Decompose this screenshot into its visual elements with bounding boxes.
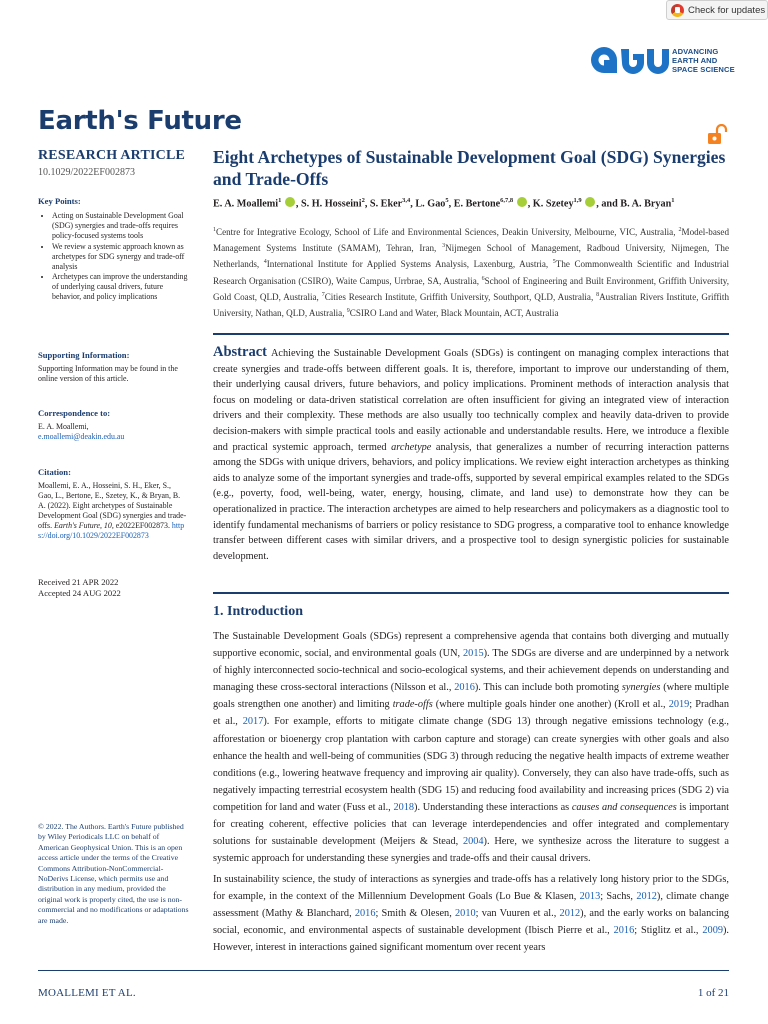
body-text-run: ), and the early works on balancing social, economic, and environmental aspects of sustainable development (Ibisch Pierre et al., bbox=[213, 908, 730, 937]
footer-page-number: 1 of 21 bbox=[697, 987, 729, 999]
body-text-run: ). Here, we synthesize across the literature to suggest a systemic approach for understanding these synergies and trade-offs and their causal drivers. bbox=[213, 836, 730, 865]
section-heading: 1. Introduction bbox=[213, 604, 303, 619]
citation-doi-link[interactable]: https://doi.org/10.1029/2022EF002873 bbox=[38, 520, 185, 540]
intro-paragraph bbox=[213, 871, 729, 956]
author-separator: , bbox=[527, 198, 533, 210]
body-text-run: ; Smith & Olesen, bbox=[375, 908, 456, 920]
supporting-information bbox=[38, 350, 188, 384]
emphasis: synergies bbox=[621, 682, 661, 694]
reference-link[interactable]: 2004 bbox=[462, 836, 484, 848]
received-date: Received 21 APR 2022 bbox=[38, 577, 119, 587]
author-separator: , bbox=[295, 198, 301, 210]
reference-link[interactable]: 2016 bbox=[613, 925, 635, 937]
reference-link[interactable]: 2009 bbox=[702, 925, 723, 937]
abstract bbox=[213, 345, 729, 564]
affiliations bbox=[213, 223, 729, 320]
body-text-run: ). The SDGs are diverse and are underpinned by a network of highly interconnected socio-technical and socio-ecological systems, and their achievement depends on understanding and managing these cross-sectoral interactions (Nilsson et al., bbox=[213, 648, 729, 694]
correspondence-name: E. A. Moallemi, bbox=[38, 422, 89, 431]
citation-body: Moallemi, E. A., Hosseini, S. H., Eker, S., Gao, L., Bertone, E., Szetey, K., & Bryan, B. A. (2022). Eight archetypes of Sustainable Development Goal (SDG) synergies and trade-offs. bbox=[38, 481, 187, 530]
correspondence-email-link[interactable]: e.moallemi@deakin.edu.au bbox=[38, 431, 125, 441]
reference-link[interactable]: 2018 bbox=[393, 801, 415, 813]
author-separator: , bbox=[410, 198, 416, 210]
author-name: E. A. Moallemi bbox=[213, 198, 279, 210]
emphasis: trade-offs bbox=[392, 699, 433, 711]
agu-tagline bbox=[672, 47, 735, 74]
author-affiliation-marker: 1,9 bbox=[573, 197, 582, 204]
accepted-date: Accepted 24 AUG 2022 bbox=[38, 588, 121, 598]
affiliation-text: Centre for Integrative Ecology, School of Life and Environmental Sciences, Deakin University, Melbourne, VIC, Australia, bbox=[216, 227, 679, 238]
footer-rule bbox=[38, 970, 729, 971]
agu-tagline-line: EARTH AND bbox=[672, 55, 718, 65]
body-text-run: (where multiple goals hinder one another) (Kroll et al., bbox=[432, 699, 669, 711]
affiliation-text: Nijmegen School of Management, Radboud University, Nijmegen, The Netherlands, bbox=[213, 243, 729, 270]
agu-tagline-line: ADVANCING bbox=[672, 46, 719, 56]
body-text-run: In sustainability science, the study of interactions as synergies and trade-offs has a relatively long history prior to the SDGs, for example, in the context of the Millennium Development Goals (Lo Bue & Klasen, bbox=[213, 874, 729, 903]
paper-title: Eight Archetypes of Sustainable Development Goal (SDG) Synergies and Trade-Offs bbox=[213, 147, 726, 189]
body-text-run: is important for creating coherent, effective policies that can leverage interdependencies and offer integrated and complementary solutions for sustainable development (Meijers & Stead, bbox=[213, 801, 729, 848]
agu-tagline-line: SPACE SCIENCE bbox=[672, 64, 735, 74]
author-name: K. Szetey bbox=[532, 198, 574, 210]
citation-text bbox=[38, 481, 188, 540]
crossmark-icon bbox=[671, 4, 684, 17]
reference-link[interactable]: 2012 bbox=[636, 891, 657, 903]
copyright-notice: © 2022. The Authors. Earth's Future published by Wiley Periodicals LLC on behalf of American Geophysical Union. This is an open access article under the terms of the Creative Commons Attribution-NonCommercial-NoDerivs License, which permits use and distribution in any medium, provided the original work is properly cited, the use is non-commercial and no modifications or adaptations are made. bbox=[38, 822, 189, 925]
key-points-heading: Key Points: bbox=[38, 196, 81, 206]
affiliation-marker: 2 bbox=[678, 227, 682, 233]
orcid-icon[interactable] bbox=[285, 197, 295, 207]
body-text-run: The Sustainable Development Goals (SDGs) represent a comprehensive agenda that contains both diverging and mutually supportive economic, social, and environmental goals (UN, bbox=[213, 631, 729, 660]
agu-logo bbox=[591, 45, 735, 75]
footer-running-head: MOALLEMI ET AL. bbox=[38, 987, 136, 999]
abstract-top-rule bbox=[213, 333, 729, 335]
citation-journal: Earth's Future, 10, bbox=[54, 520, 114, 530]
body-text-run: ; Sachs, bbox=[600, 891, 637, 903]
citation-heading: Citation: bbox=[38, 467, 71, 477]
body-text-run: ; Pradhan et al., bbox=[213, 699, 729, 728]
author-affiliation-marker: 2 bbox=[361, 197, 365, 204]
reference-link[interactable]: 2017 bbox=[242, 716, 264, 728]
abstract-emphasis: archetype bbox=[391, 441, 432, 453]
reference-link[interactable]: 2016 bbox=[454, 682, 475, 694]
key-points-list bbox=[38, 211, 188, 302]
affiliation-marker: 3 bbox=[442, 243, 446, 250]
orcid-icon[interactable] bbox=[585, 197, 595, 207]
citation-article-id: e2022EF002873. bbox=[115, 520, 170, 530]
emphasis: causes and consequences bbox=[571, 801, 677, 813]
affiliation-text: Cities Research Institute, Griffith University, Southport, QLD, Australia, bbox=[324, 291, 597, 302]
author-affiliation-marker: 3,4 bbox=[402, 197, 411, 204]
intro-paragraph bbox=[213, 628, 729, 867]
correspondence bbox=[38, 408, 188, 442]
key-point-item: • Acting on Sustainable Development Goal (SDG) synergies and trade-offs requires policy-focused systems tools bbox=[52, 211, 188, 241]
body-text-run: (where multiple goals strengthen one another) and limiting bbox=[213, 682, 729, 711]
reference-link[interactable]: 2013 bbox=[579, 891, 601, 903]
supporting-text: Supporting Information may be found in the online version of this article. bbox=[38, 364, 178, 383]
agu-mark-icon bbox=[591, 45, 669, 75]
affiliation-text: Model-based Management Systems Institute (SAMAM), Tehran, Iran, bbox=[213, 227, 729, 254]
reference-link[interactable]: 2012 bbox=[559, 908, 581, 920]
affiliation-marker: 9 bbox=[346, 308, 350, 315]
affiliation-marker: 8 bbox=[596, 291, 600, 298]
affiliation-text: CSIRO Land and Water, Black Mountain, ACT, Australia bbox=[349, 308, 559, 319]
reference-link[interactable]: 2019 bbox=[668, 699, 690, 711]
author-name: B. A. Bryan bbox=[620, 198, 672, 210]
key-point-item: • We review a systemic approach known as archetypes for SDG synergy and trade-off analysis bbox=[52, 242, 188, 272]
author-name: E. Bertone bbox=[453, 198, 501, 210]
body-text-run: ). Understanding these interactions as bbox=[414, 801, 572, 813]
body-text-run: ), climate change assessment (Mathy & Blanchard, bbox=[213, 891, 729, 920]
abstract-text: Achieving the Sustainable Development Goals (SDGs) is contingent on managing complex interactions that create synergies and trade-offs between different goals. It is, therefore, important to improve our understanding of them, their underlying causal drivers, future behaviors, and policy implications. Prominent methods of interaction analysis that focus on modeling or data-driven statistical correlation are often insufficient for giving an integrated view of interaction drivers and their complexity. These methods are also usually too technically complex and heavily data-driven to provide decision-makers with simple practical tools and easily actionable and understandable results. Here, we introduce a flexible and practical systemic approach, termed bbox=[213, 348, 729, 453]
article-dates bbox=[38, 577, 188, 599]
affiliation-text: Australian Rivers Institute, Griffith University, Nathan, QLD, Australia, bbox=[213, 291, 729, 319]
author-separator: , bbox=[448, 198, 454, 210]
article-doi: 10.1029/2022EF002873 bbox=[38, 167, 135, 178]
abstract-bottom-rule bbox=[213, 592, 729, 594]
author-separator: , and bbox=[596, 198, 621, 210]
author-affiliation-marker: 1 bbox=[671, 197, 675, 204]
affiliation-marker: 7 bbox=[321, 291, 325, 298]
affiliation-text: International Institute for Applied Systems Analysis, Laxenburg, Austria, bbox=[266, 259, 553, 270]
affiliation-marker: 1 bbox=[213, 227, 216, 233]
author-name: S. H. Hosseini bbox=[300, 198, 362, 210]
journal-title: Earth's Future bbox=[38, 106, 242, 136]
reference-link[interactable]: 2016 bbox=[354, 908, 376, 920]
affiliation-text: School of Engineering and Built Environment, Griffith University, Gold Coast, QLD, Australia, bbox=[213, 275, 729, 302]
affiliation-marker: 5 bbox=[552, 259, 556, 266]
citation bbox=[38, 467, 188, 540]
orcid-icon[interactable] bbox=[517, 197, 527, 207]
body-text-run: ). For example, efforts to mitigate climate change (SDG 13) through negative emissions technology (e.g., afforestation or bioenergy crop plantation with carbon capture and storage) can create synergies with other goals and also enhance the health and well-being of communities (SDG 3) through reducing the negative health impacts of extreme weather conditions (e.g., lowering heatwave frequency and improving air quality). Conversely, they can also have trade-offs, such as negatively impacting terrestrial ecosystem health (SDG 15) and reducing food availability and increasing prices (SDG 2) via competition for land and water (Fuss et al., bbox=[213, 716, 729, 813]
check-for-updates-button[interactable] bbox=[666, 0, 768, 20]
abstract-text: analysis, that generalizes a number of recurring interaction patterns among the SDGs with unique drivers, behaviors, and policy implications. We review eight interaction archetypes as thinking aids to analyze some of the important synergies and trade-offs, supported by several empirical examples related to the SDGs (e.g., poverty, food, well-being, water, energy, housing, climate, and land use) to demonstrate how they can be operationalized in practice. The interaction archetypes are aimed to help researchers and policymakers as a diagnostic tool to identify fundamental mechanisms of barriers or policy resistance to SDG progress, a comparative tool to enhance knowledge transfer between different cases with similar drivers, and a prospective tool to design synergistic policies for sustainable development. bbox=[213, 441, 730, 562]
body-text-run: ; van Vuuren et al., bbox=[475, 908, 560, 920]
body-text-run: ). This can include both promoting bbox=[474, 682, 622, 694]
author-name: S. Eker bbox=[369, 198, 403, 210]
title-block bbox=[213, 146, 729, 190]
body-text-run: ). However, interest in interactions gained significant momentum over recent years bbox=[213, 925, 729, 954]
open-access-lock-icon bbox=[705, 124, 729, 146]
reference-link[interactable]: 2010 bbox=[455, 908, 476, 920]
affiliation-marker: 4 bbox=[263, 259, 267, 266]
reference-link[interactable]: 2015 bbox=[463, 648, 484, 660]
affiliation-marker: 6 bbox=[481, 275, 485, 282]
article-type: RESEARCH ARTICLE bbox=[38, 148, 186, 163]
check-for-updates-label: Check for updates bbox=[688, 4, 766, 16]
body-text-run: ; Stiglitz et al., bbox=[634, 925, 703, 937]
key-point-item: • Archetypes can improve the understanding of underlying causal drivers, future behavior, and policy implications bbox=[52, 272, 188, 302]
article-meta bbox=[38, 148, 188, 178]
abstract-label: Abstract bbox=[213, 344, 267, 360]
author-affiliation-marker: 6,7,8 bbox=[500, 197, 514, 204]
author-affiliation-marker: 5 bbox=[445, 197, 449, 204]
key-points bbox=[38, 196, 188, 303]
supporting-heading: Supporting Information: bbox=[38, 350, 130, 360]
correspondence-heading: Correspondence to: bbox=[38, 408, 111, 418]
author-name: L. Gao bbox=[415, 198, 446, 210]
author-list bbox=[213, 197, 733, 209]
affiliation-text: The Commonwealth Scientific and Industrial Research Organisation (CSIRO), Waite Campus, Urrbrae, SA, Australia, bbox=[213, 259, 730, 286]
author-separator: , bbox=[364, 198, 370, 210]
author-affiliation-marker: 1 bbox=[278, 197, 282, 204]
